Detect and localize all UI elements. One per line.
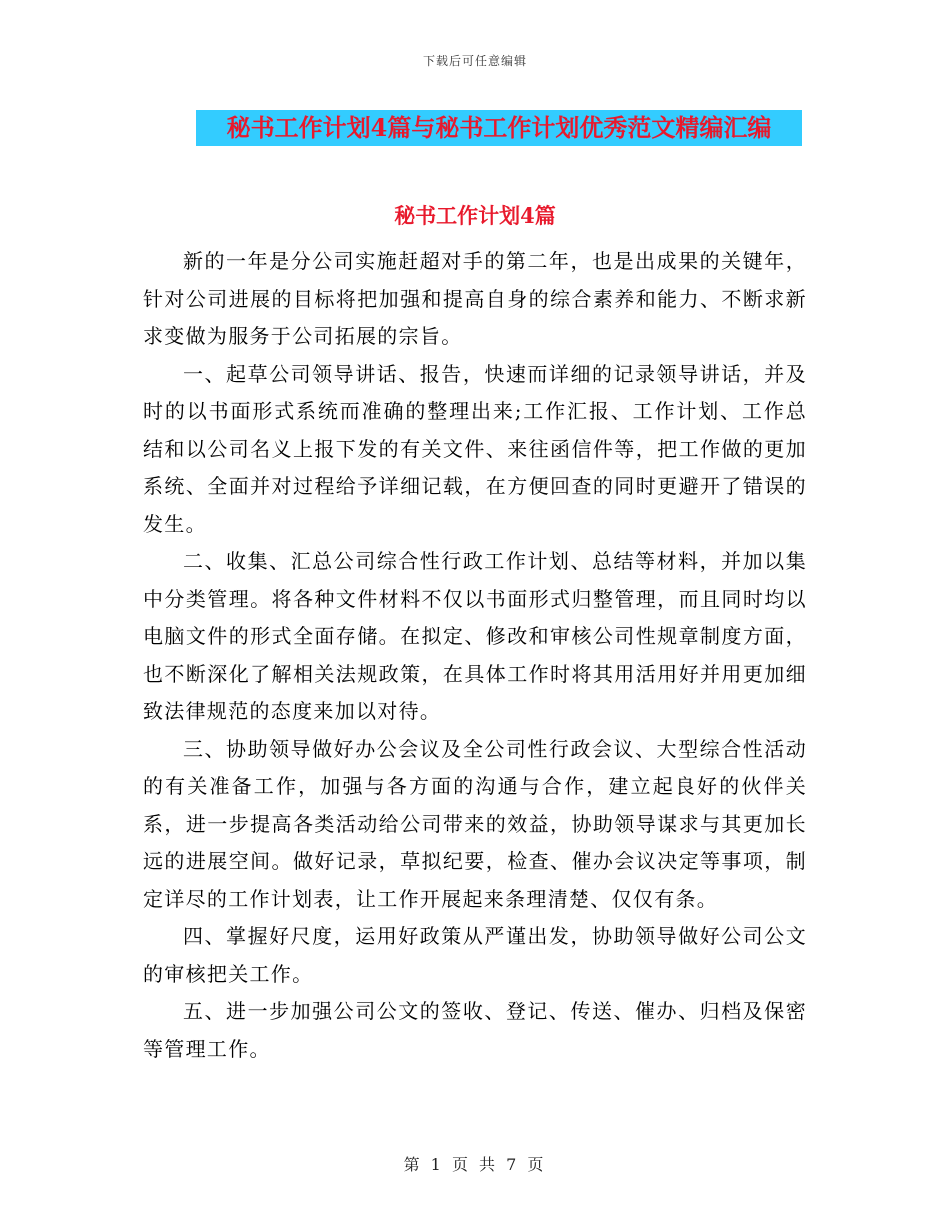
- document-title-highlight: [196, 110, 802, 146]
- body-paragraph-item-5: 五、进一步加强公司公文的签收、登记、传送、催办、归档及保密等管理工作。: [143, 999, 807, 1061]
- body-paragraph-item-3: 三、协助领导做好办公会议及全公司性行政会议、大型综合性活动的有关准备工作，加强与各方面的沟通与合作，建立起良好的伙伴关系，进一步提高各类活动给公司带来的效益，协助领导谋求与其更加长远的进展空间。做好记录，草拟纪要，检查、催办会议决定等事项，制定详尽的工作计划表，让工作开展起来条理清楚、仅仅有条。: [143, 736, 807, 911]
- body-paragraph-item-1: 一、起草公司领导讲话、报告，快速而详细的记录领导讲话，并及时的以书面形式系统而准确的整理出来;工作汇报、工作计划、工作总结和以公司名义上报下发的有关文件、来往函信件等，把工作做的更加系统、全面并对过程给予详细记载，在方便回查的同时更避开了错误的发生。: [143, 361, 807, 536]
- body-paragraph-item-2: 二、收集、汇总公司综合性行政工作计划、总结等材料，并加以集中分类管理。将各种文件材料不仅以书面形式归整管理，而且同时均以电脑文件的形式全面存储。在拟定、修改和审核公司性规章制度方面，也不断深化了解相关法规政策，在具体工作时将其用活用好并用更加细致法律规范的态度来加以对待。: [143, 549, 807, 723]
- section-title: 秘书工作计划4篇: [394, 203, 556, 228]
- page-number-footer: 第 1 页 共 7 页: [403, 1155, 547, 1174]
- document-title: 秘书工作计划4篇与秘书工作计划优秀范文精编汇编: [226, 113, 772, 142]
- page-header-note: 下载后可任意编辑: [422, 54, 527, 68]
- body-paragraph-intro: 新的一年是分公司实施赶超对手的第二年，也是出成果的关键年，针对公司进展的目标将把加强和提高自身的综合素养和能力、不断求新求变做为服务于公司拓展的宗旨。: [143, 249, 807, 348]
- document-body: [143, 243, 807, 1068]
- body-paragraph-item-4: 四、掌握好尺度，运用好政策从严谨出发，协助领导做好公司公文的审核把关工作。: [143, 924, 807, 986]
